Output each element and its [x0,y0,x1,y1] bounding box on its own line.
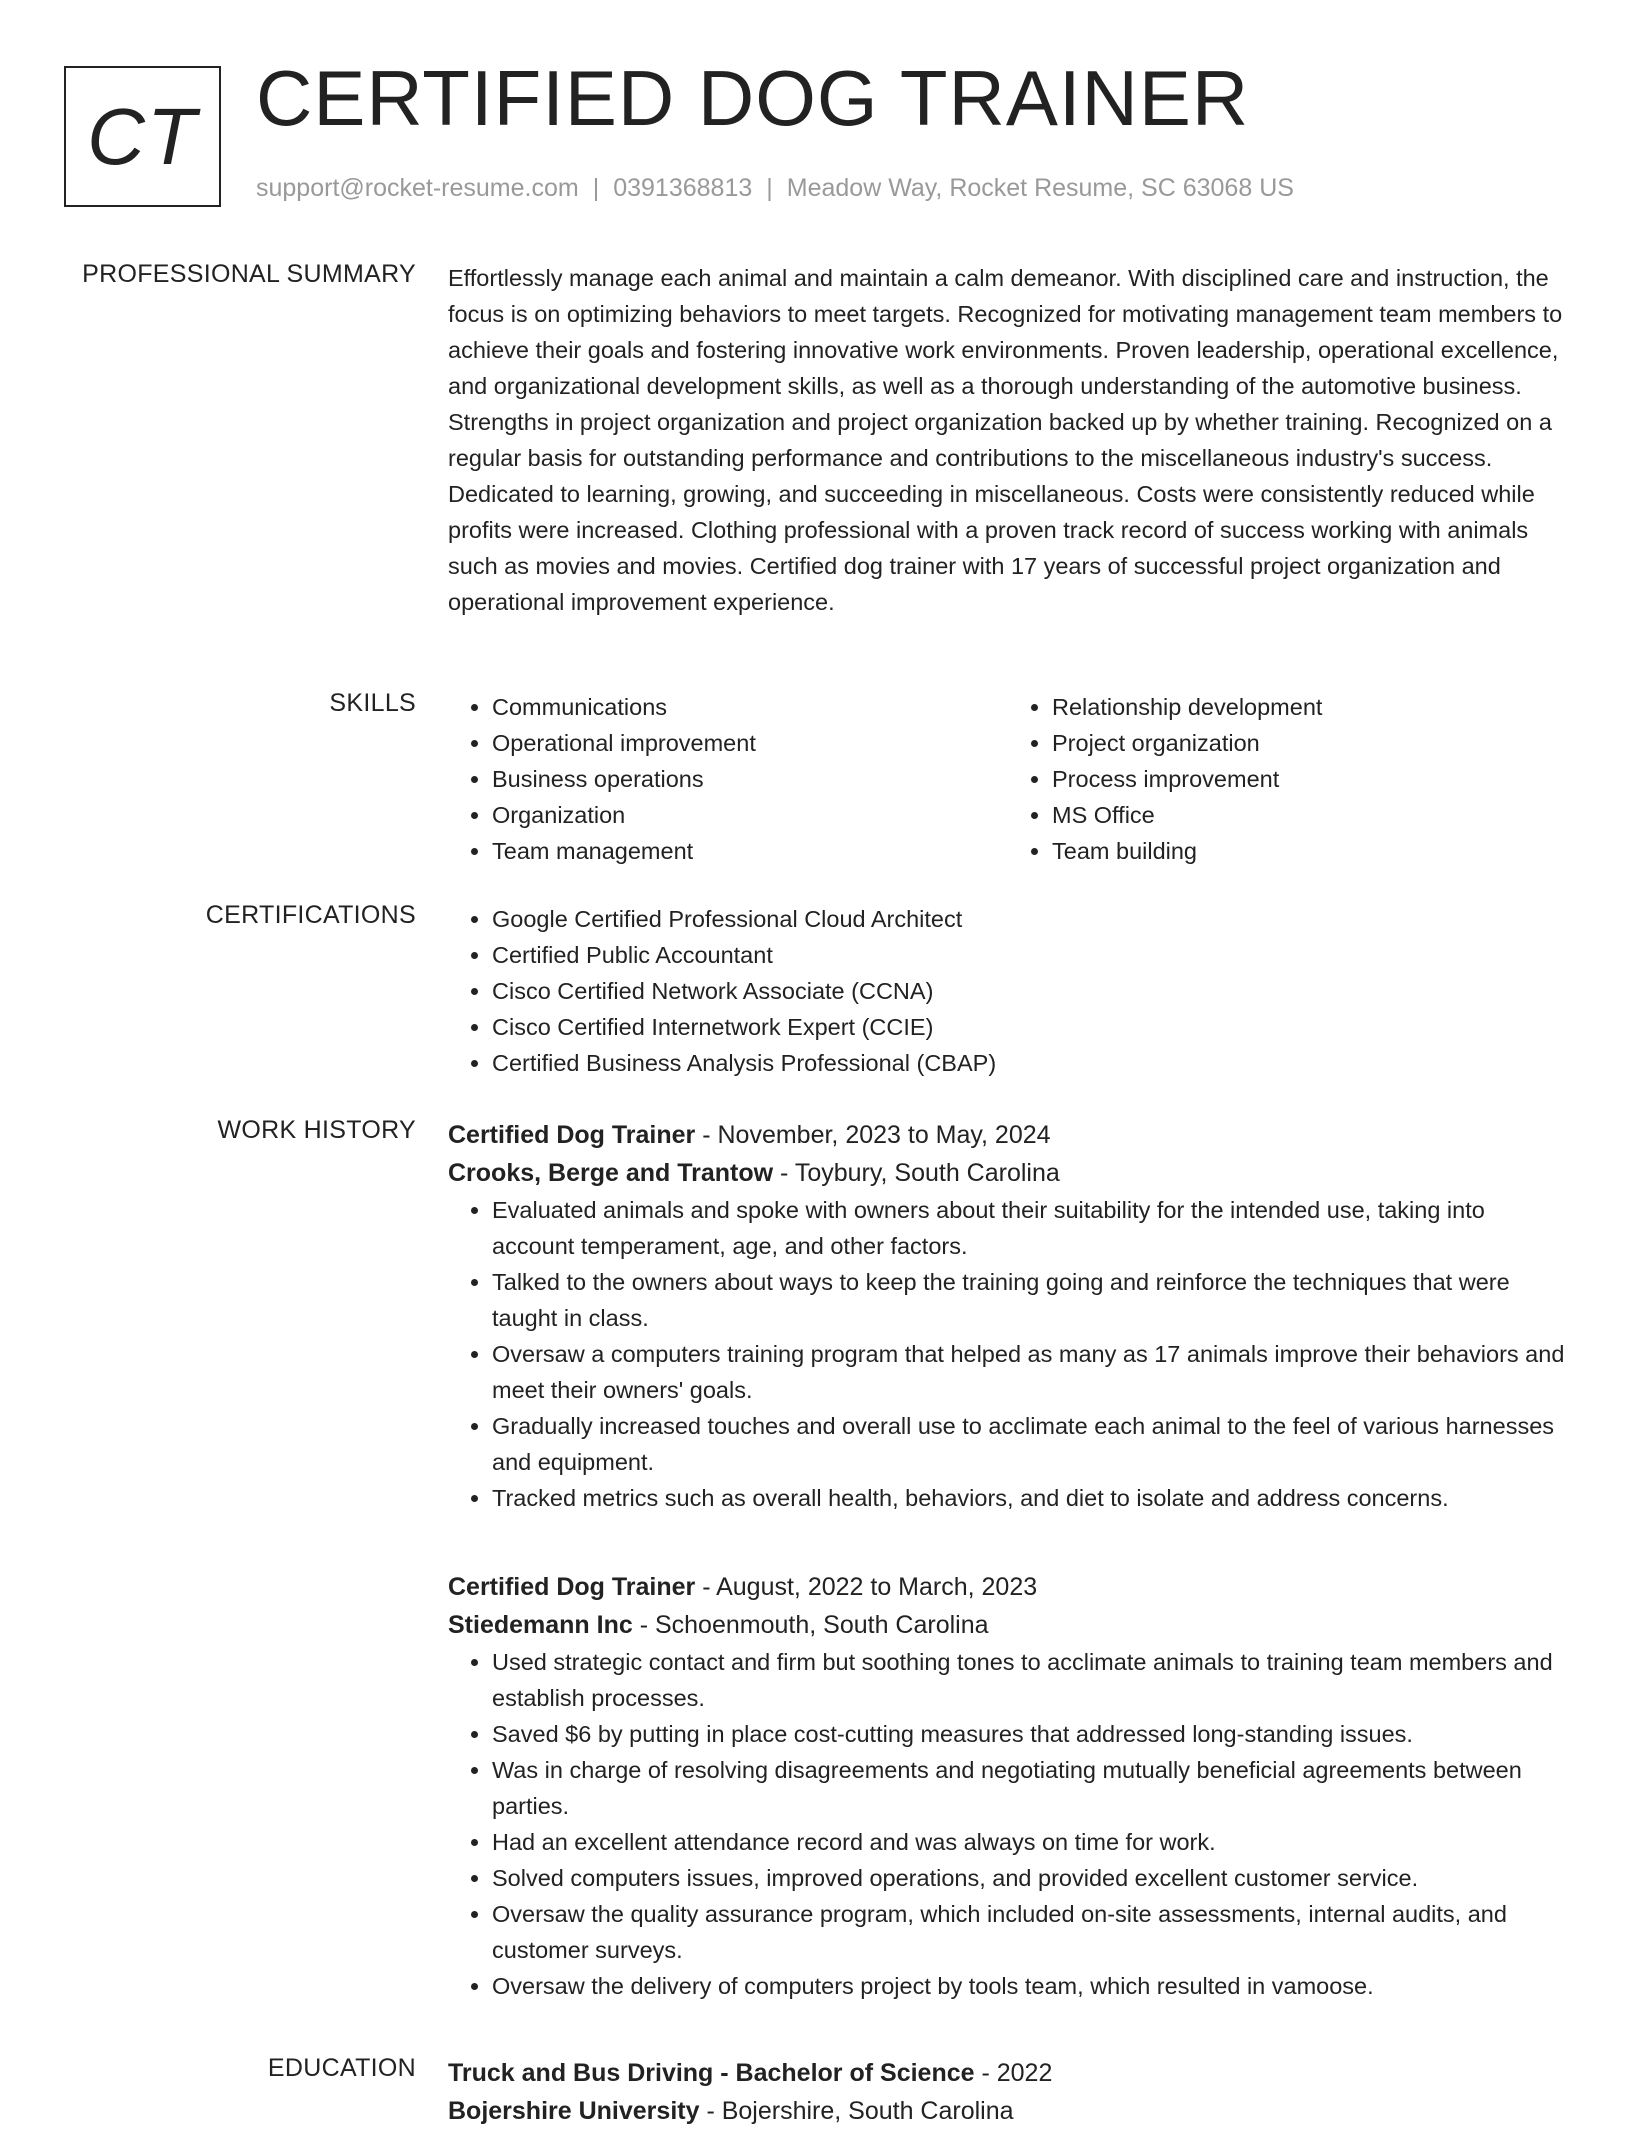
list-item: • Oversaw the quality assurance program, which included on-site assessments, internal audits, and customer surveys. [492,1896,1568,1968]
list-item: • Certified Public Accountant [492,937,1568,973]
list-item: • Talked to the owners about ways to keep the training going and reinforce the techniques that were taught in class. [492,1264,1568,1336]
certifications-label: CERTIFICATIONS [205,901,416,929]
contact-email: support@rocket-resume.com [256,174,579,202]
list-item: • Business operations [492,761,1008,797]
education-school: Bojershire University [448,2097,700,2125]
monogram: CT [64,66,221,207]
list-item: • Process improvement [1052,761,1568,797]
job-bullets [448,1192,1568,1516]
list-item: • Solved computers issues, improved operations, and provided excellent customer service. [492,1860,1568,1896]
education-body [448,2054,1568,2130]
summary-text: Effortlessly manage each animal and maintain a calm demeanor. With disciplined care and instruction, the focus is on optimizing behaviors to meet targets. Recognized for motivating management team members to achieve their goals and fostering innovative work environments. Proven leadership, operational excellence, and organizational development skills, as well as a thorough understanding of the automotive business. Strengths in project organization and project organization backed up by whether training. Recognized on a regular basis for outstanding performance and contributions to the miscellaneous industry's success. Dedicated to learning, growing, and succeeding in miscellaneous. Costs were consistently reduced while profits were increased. Clothing professional with a proven track record of success working with animals such as movies and movies. Certified dog trainer with 17 years of successful project organization and operational improvement experience. [448,265,1563,615]
work-body [448,1116,1568,1516]
list-item: • Communications [492,689,1008,725]
job-entry [448,1568,1568,2004]
skills-list-right [1008,689,1568,869]
list-item: • Certified Business Analysis Professional (CBAP) [492,1045,1568,1081]
contact-separator: | [766,174,773,202]
list-item: • Team building [1052,833,1568,869]
job-location: - Schoenmouth, South Carolina [632,1611,989,1639]
list-item: • Tracked metrics such as overall health, behaviors, and diet to isolate and address concerns. [492,1480,1568,1516]
list-item: • Operational improvement [492,725,1008,761]
list-item: • Oversaw a computers training program that helped as many as 17 animals improve their behaviors and meet their owners' goals. [492,1336,1568,1408]
job-title: Certified Dog Trainer [448,1573,696,1601]
summary-body [448,260,1568,620]
list-item: • Project organization [1052,725,1568,761]
list-item: • Evaluated animals and spoke with owners about their suitability for the intended use, taking into account temperament, age, and other factors. [492,1192,1568,1264]
list-item: • Oversaw the delivery of computers project by tools team, which resulted in vamoose. [492,1968,1568,2004]
education-label: EDUCATION [267,2054,416,2082]
job-title-line [448,1116,1568,1154]
job-bullets [448,1644,1568,2004]
skills-label: SKILLS [329,689,416,717]
job-title: Certified Dog Trainer [448,1121,696,1149]
job-dates: - November, 2023 to May, 2024 [695,1121,1051,1149]
job-location: - Toybury, South Carolina [773,1159,1060,1187]
skills-list-left [448,689,1008,869]
contact-phone: 0391368813 [613,174,753,202]
list-item: • Gradually increased touches and overall use to acclimate each animal to the feel of various harnesses and equipment. [492,1408,1568,1480]
job-company-line [448,1606,1568,1644]
summary-label: PROFESSIONAL SUMMARY [82,260,416,288]
job-entry [448,1116,1568,1516]
job-company: Stiedemann Inc [448,1611,633,1639]
contact-separator: | [592,174,600,202]
job-company: Crooks, Berge and Trantow [448,1159,774,1187]
education-degree: Truck and Bus Driving - Bachelor of Science [448,2059,975,2087]
education-location: - Bojershire, South Carolina [699,2097,1014,2125]
list-item: • Used strategic contact and firm but soothing tones to acclimate animals to training team members and establish processes. [492,1644,1568,1716]
list-item: • Team management [492,833,1008,869]
contact-address: Meadow Way, Rocket Resume, SC 63068 US [786,174,1294,202]
list-item: • Cisco Certified Internetwork Expert (CCIE) [492,1009,1568,1045]
education-school-line [448,2092,1568,2130]
resume-title: CERTIFIED DOG TRAINER [256,54,1250,142]
job-company-line [448,1154,1568,1192]
certifications-body [448,901,1568,1081]
list-item: • Google Certified Professional Cloud Architect [492,901,1568,937]
list-item: • Had an excellent attendance record and was always on time for work. [492,1824,1568,1860]
list-item: • Relationship development [1052,689,1568,725]
skills-body [448,689,1568,869]
education-year: - 2022 [974,2059,1053,2087]
work-body [448,1568,1568,2004]
education-degree-line [448,2054,1568,2092]
list-item: • Was in charge of resolving disagreements and negotiating mutually beneficial agreements between parties. [492,1752,1568,1824]
certifications-list [448,901,1568,1081]
list-item: • Saved $6 by putting in place cost-cutting measures that addressed long-standing issues. [492,1716,1568,1752]
job-dates: - August, 2022 to March, 2023 [695,1573,1038,1601]
list-item: • MS Office [1052,797,1568,833]
list-item: • Organization [492,797,1008,833]
work-label: WORK HISTORY [217,1116,416,1144]
list-item: • Cisco Certified Network Associate (CCNA) [492,973,1568,1009]
contact-line [256,174,1294,203]
job-title-line [448,1568,1568,1606]
